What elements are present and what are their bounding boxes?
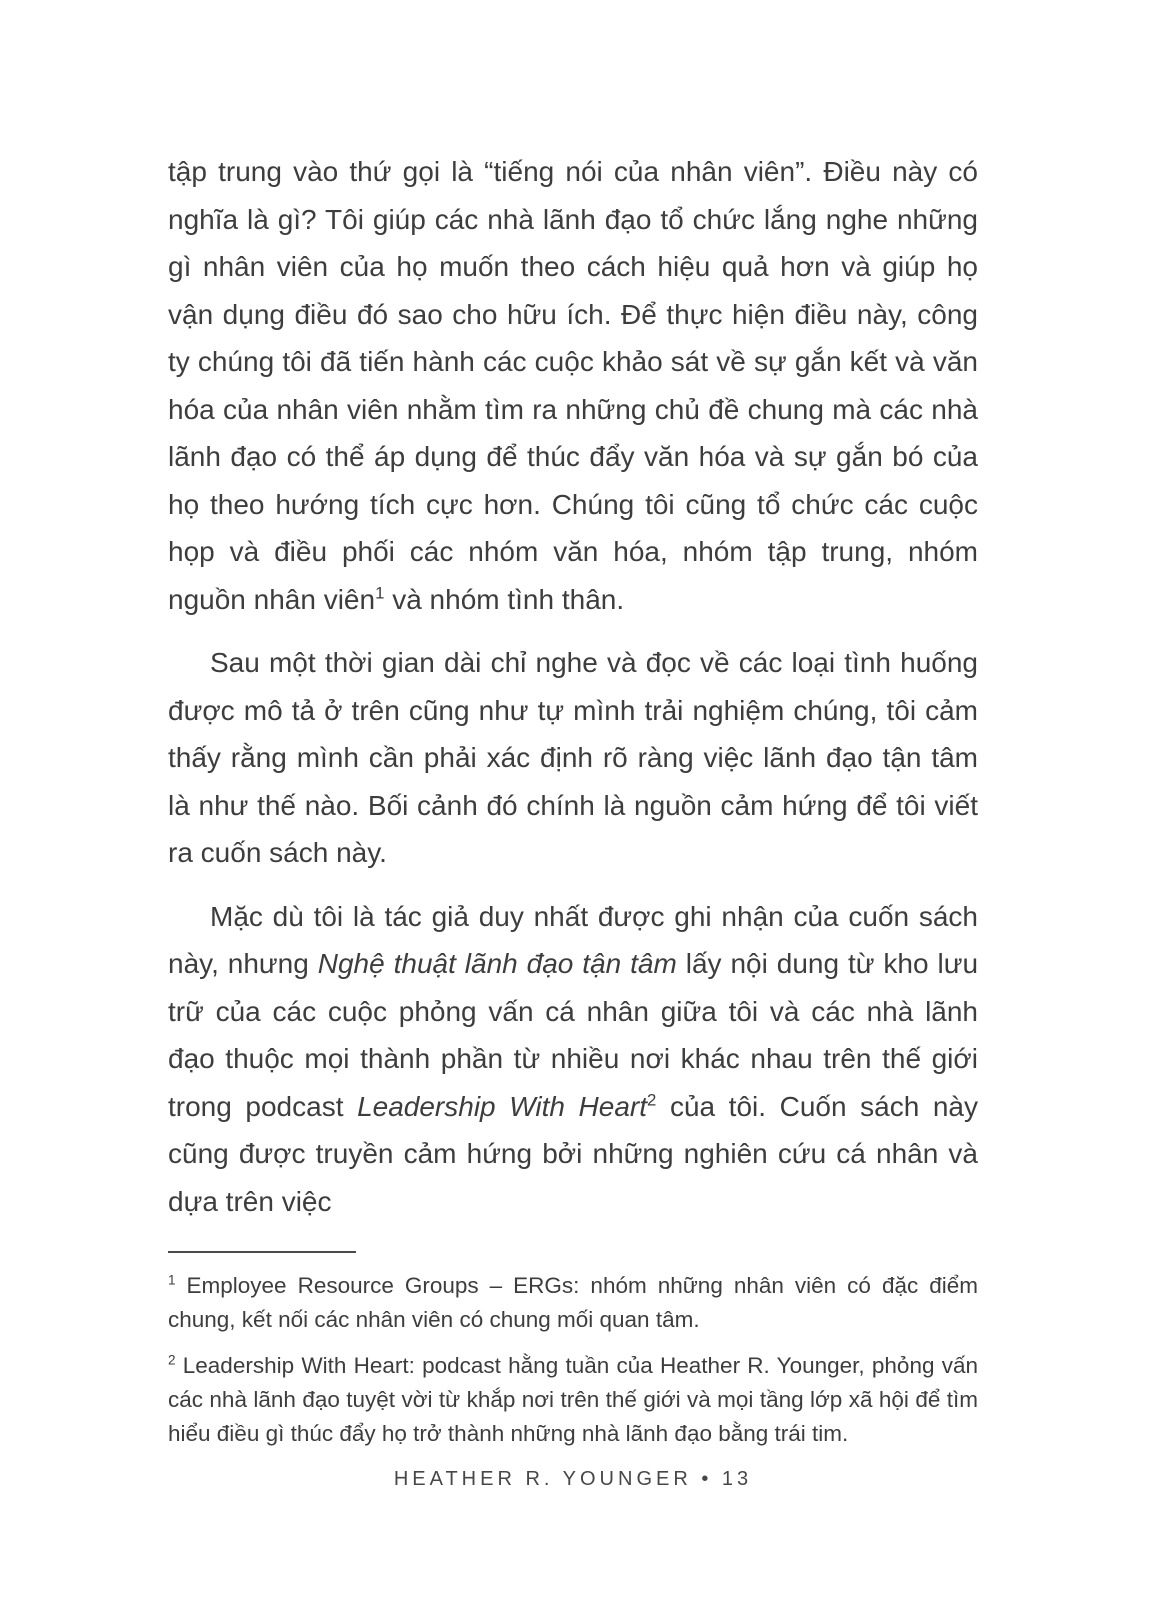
paragraph-1-text-after: và nhóm tình thân. xyxy=(384,583,625,615)
paragraph-2 xyxy=(168,639,978,877)
footnote-1-text: Employee Resource Groups – ERGs: nhóm những nhân viên có đặc điểm chung, kết nối các nhân viên có chung mối quan tâm. xyxy=(168,1273,978,1332)
footnote-1-marker: 1 xyxy=(168,1272,176,1288)
body-text-block xyxy=(168,148,978,1225)
paragraph-3 xyxy=(168,893,978,1226)
paragraph-2-text: Sau một thời gian dài chỉ nghe và đọc về các loại tình huống được mô tả ở trên cũng như tự mình trải nghiệm chúng, tôi cảm thấy rằng mình cần phải xác định rõ ràng việc lãnh đạo tận tâm là như thế nào. Bối cảnh đó chính là nguồn cảm hứng để tôi viết ra cuốn sách này. xyxy=(168,647,978,868)
paragraph-3-text-3: của tôi. Cuốn sách này cũng được truyền cảm hứng bởi những nghiên cứu cá nhân và dựa trên việc xyxy=(168,1090,978,1217)
footnote-separator xyxy=(168,1251,356,1253)
footnote-2 xyxy=(168,1349,978,1451)
footnote-2-text: Leadership With Heart: podcast hằng tuần của Heather R. Younger, phỏng vấn các nhà lãnh đạo tuyệt vời từ khắp nơi trên thế giới và mọi tầng lớp xã hội để tìm hiểu điều gì thúc đẩy họ trở thành những nhà lãnh đạo bằng trái tim. xyxy=(168,1353,978,1446)
paragraph-3-text-2: lấy nội dung từ kho lưu trữ của các cuộc phỏng vấn cá nhân giữa tôi và các nhà lãnh đạo thuộc mọi thành phần từ nhiều nơi khác nhau trên thế giới trong podcast xyxy=(168,948,979,1122)
paragraph-1-text: tập trung vào thứ gọi là “tiếng nói của nhân viên”. Điều này có nghĩa là gì? Tôi giúp các nhà lãnh đạo tổ chức lắng nghe những gì nhân viên của họ muốn theo cách hiệu quả hơn và giúp họ vận dụng điều đó sao cho hữu ích. Để thực hiện điều này, công ty chúng tôi đã tiến hành các cuộc khảo sát về sự gắn kết và văn hóa của nhân viên nhằm tìm ra những chủ đề chung mà các nhà lãnh đạo có thể áp dụng để thúc đẩy văn hóa và sự gắn bó của họ theo hướng tích cực hơn. Chúng tôi cũng tổ chức các cuộc họp và điều phối các nhóm văn hóa, nhóm tập trung, nhóm nguồn nhân viên xyxy=(168,156,978,615)
paragraph-3-text-1: Mặc dù tôi là tác giả duy nhất được ghi nhận của cuốn sách này, nhưng xyxy=(168,900,978,979)
footnote-1 xyxy=(168,1269,978,1337)
footnote-2-marker: 2 xyxy=(168,1352,176,1368)
book-title: Nghệ thuật lãnh đạo tận tâm xyxy=(317,948,677,979)
running-footer-text: HEATHER R. YOUNGER • 13 xyxy=(393,1468,753,1490)
footnote-reference-1: 1 xyxy=(375,583,385,603)
footnote-reference-2: 2 xyxy=(647,1090,657,1110)
podcast-title: Leadership With Heart xyxy=(357,1090,648,1122)
footnotes-block xyxy=(168,1269,978,1451)
paragraph-1 xyxy=(168,148,978,623)
page-footer xyxy=(168,1468,978,1491)
